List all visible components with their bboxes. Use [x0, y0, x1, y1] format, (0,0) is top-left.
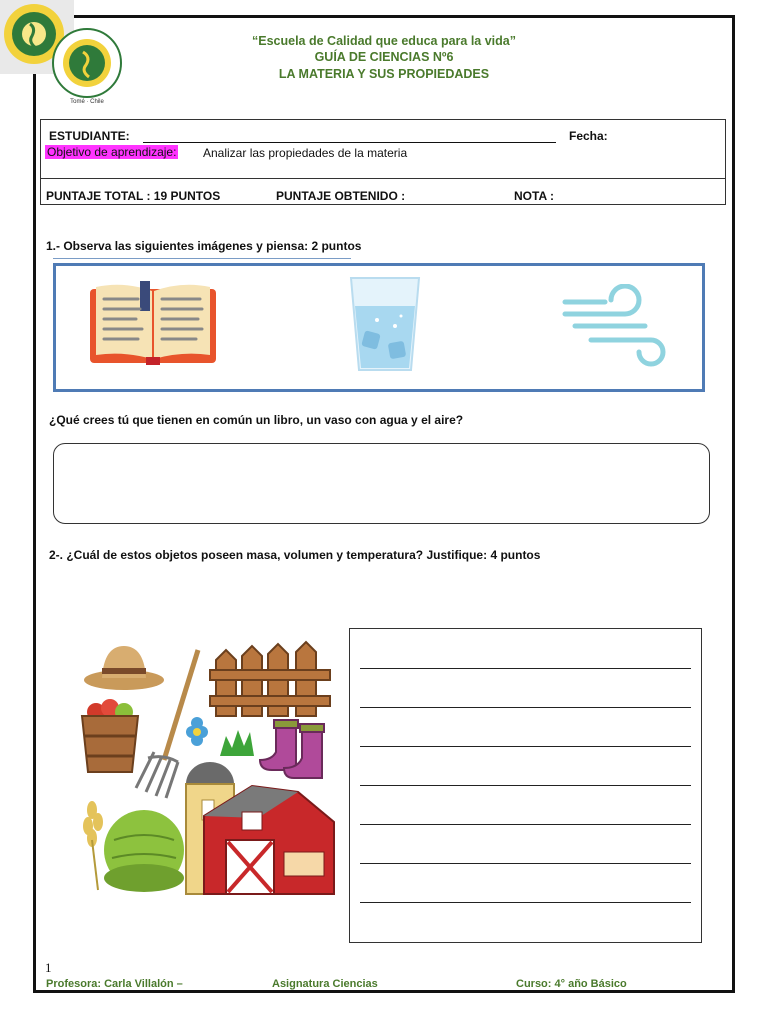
- info-divider: [40, 178, 726, 179]
- student-name-field[interactable]: [143, 142, 556, 143]
- objective-label: Objetivo de aprendizaje:: [47, 145, 177, 159]
- answer-line[interactable]: [360, 746, 691, 747]
- answer-line[interactable]: [360, 785, 691, 786]
- guide-title: GUÍA DE CIENCIAS Nº6: [314, 50, 454, 64]
- question-1-title: 1.- Observa las siguientes imágenes y piensa: 2 puntos: [46, 239, 362, 253]
- hay-icon: [104, 810, 184, 892]
- grade-label: NOTA :: [514, 189, 554, 203]
- justification-lines-box[interactable]: [349, 628, 702, 943]
- footer-course: Curso: 4° año Básico: [516, 978, 627, 990]
- flower-icon: [186, 717, 208, 746]
- answer-line[interactable]: [360, 902, 691, 903]
- book-icon: [88, 281, 218, 372]
- answer-line[interactable]: [360, 668, 691, 669]
- water-glass-icon: [347, 276, 423, 379]
- topic-title: LA MATERIA Y SUS PROPIEDADES: [278, 67, 490, 81]
- footer-subject: Asignatura Ciencias: [272, 978, 378, 990]
- wheat-icon: [83, 801, 103, 890]
- obtained-score: PUNTAJE OBTENIDO :: [276, 189, 406, 203]
- total-score: PUNTAJE TOTAL : 19 PUNTOS: [46, 189, 221, 203]
- school-motto: “Escuela de Calidad que educa para la vida”: [252, 34, 516, 48]
- svg-text:Tomé · Chile: Tomé · Chile: [70, 99, 104, 105]
- footer-teacher: Profesora: Carla Villalón –: [46, 978, 183, 990]
- wind-icon: [561, 284, 677, 375]
- date-label: Fecha:: [569, 129, 608, 143]
- answer-line[interactable]: [360, 707, 691, 708]
- boots-icon: [260, 720, 324, 778]
- farm-objects-illustration: [78, 640, 340, 915]
- page-number: 1: [45, 960, 52, 975]
- question-2-title: 2-. ¿Cuál de estos objetos poseen masa, volumen y temperatura? Justifique: 4 puntos: [49, 548, 541, 562]
- fence-icon: [210, 642, 330, 716]
- answer-line[interactable]: [360, 863, 691, 864]
- answer-box[interactable]: [53, 443, 710, 524]
- objective-text: Analizar las propiedades de la materia: [203, 146, 408, 160]
- student-label: ESTUDIANTE:: [49, 129, 130, 143]
- title-underline: [53, 258, 351, 259]
- apple-bucket-icon: [82, 699, 138, 772]
- answer-line[interactable]: [360, 824, 691, 825]
- question-1-prompt: ¿Qué crees tú que tienen en común un libro, un vaso con agua y el aire?: [49, 413, 464, 427]
- grass-icon: [220, 730, 254, 756]
- hat-icon: [84, 646, 164, 690]
